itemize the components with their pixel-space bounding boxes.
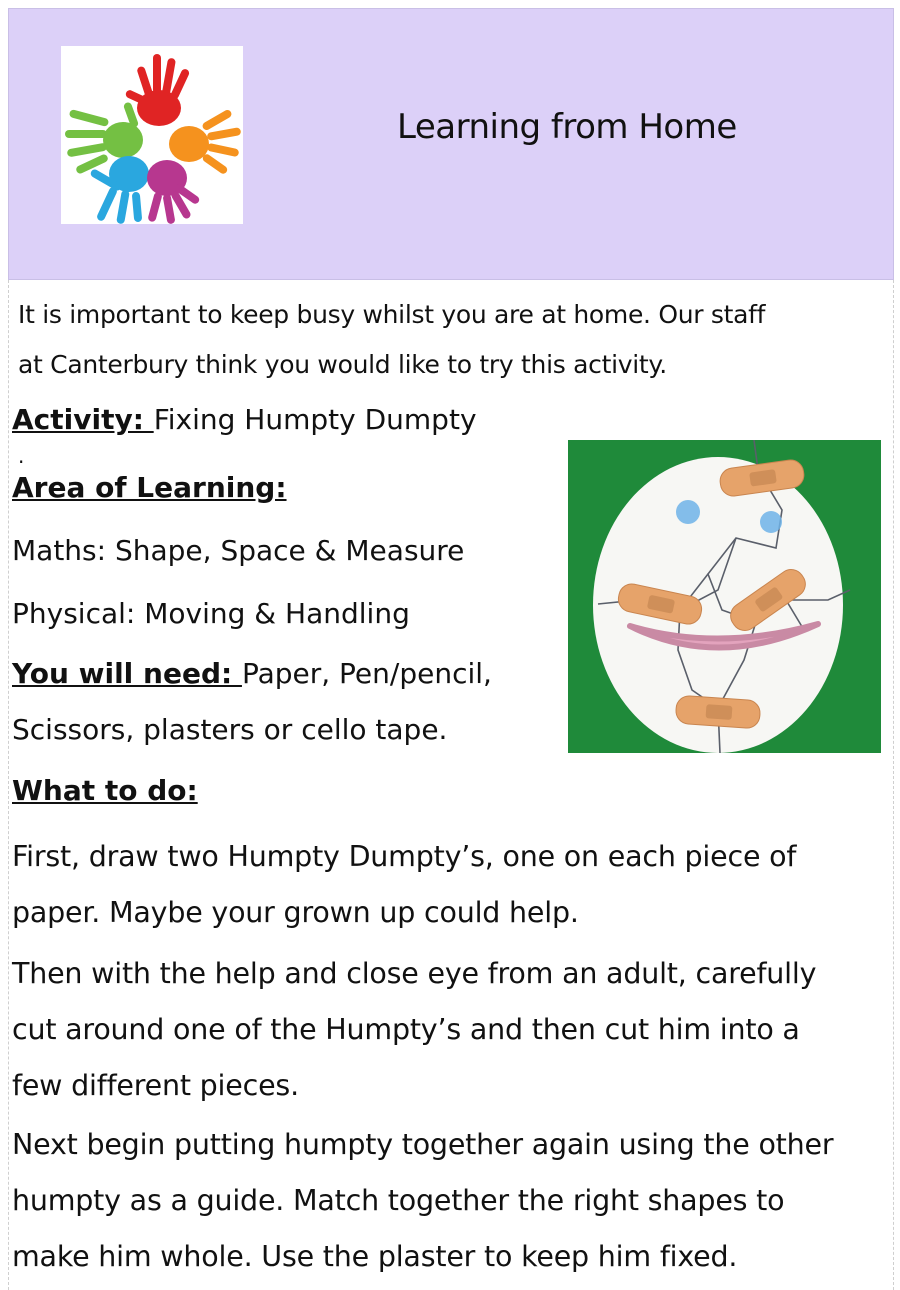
humpty-photo (568, 440, 881, 753)
need-label: You will need: (12, 657, 242, 690)
step-2 (12, 946, 816, 1114)
stray-dot: . (18, 444, 25, 468)
need-row (12, 647, 492, 701)
step-3 (12, 1117, 833, 1285)
step-3-line-1: Next begin putting humpty together again using the other (12, 1128, 834, 1161)
activity-value: Fixing Humpty Dumpty (153, 403, 477, 436)
step-1-line-2: paper. Maybe your grown up could help. (12, 896, 579, 929)
area-line-2: Physical: Moving & Handling (12, 597, 410, 630)
todo-label-row (12, 764, 198, 818)
step-2-line-1: Then with the help and close eye from an adult, carefully (12, 957, 817, 990)
step-2-line-2: cut around one of the Humpty’s and then cut him into a (12, 1013, 800, 1046)
area-label-row (12, 461, 287, 515)
step-1-line-1: First, draw two Humpty Dumpty’s, one on each piece of (12, 840, 797, 873)
activity-row (12, 393, 477, 447)
hands-logo (61, 46, 243, 224)
area-line-1: Maths: Shape, Space & Measure (12, 534, 465, 567)
area-label: Area of Learning: (12, 471, 287, 504)
intro-line-2: at Canterbury think you would like to try this activity. (18, 350, 667, 379)
intro-line-1: It is important to keep busy whilst you are at home. Our staff (18, 300, 766, 329)
intro-paragraph (18, 290, 765, 390)
todo-label: What to do: (12, 774, 198, 807)
step-3-line-2: humpty as a guide. Match together the right shapes to (12, 1184, 785, 1217)
need-value-2: Scissors, plasters or cello tape. (12, 713, 448, 746)
step-1 (12, 829, 796, 941)
header-banner (8, 8, 894, 280)
page-title: Learning from Home (397, 107, 737, 147)
need-value-1: Paper, Pen/pencil, (241, 657, 492, 690)
humpty-photo-image (568, 440, 881, 753)
activity-label: Activity: (12, 403, 154, 436)
hands-logo-icon (61, 46, 243, 224)
step-3-line-3: make him whole. Use the plaster to keep him fixed. (12, 1240, 738, 1273)
step-2-line-3: few different pieces. (12, 1069, 299, 1102)
